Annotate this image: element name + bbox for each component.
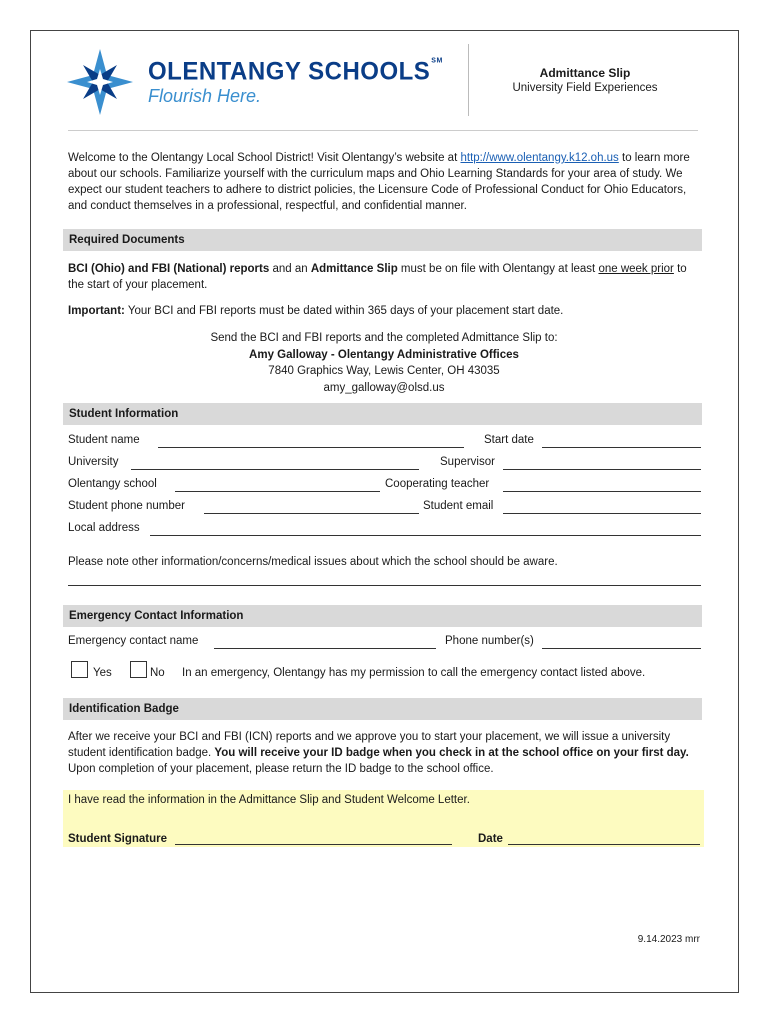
date-field[interactable] — [508, 844, 700, 845]
badge-paragraph: After we receive your BCI and FBI (ICN) reports and we approve you to start your placement, we will issue a university student identification badge. You will receive your ID badge when you check in at the school office on your first day. Upon completion of your placement, please return the ID badge to the school office. — [68, 731, 689, 775]
district-website-link[interactable]: http://www.olentangy.k12.oh.us — [460, 152, 619, 164]
student-name-label: Student name — [68, 434, 140, 446]
header-rule — [68, 130, 698, 131]
signature-label: Student Signature — [68, 833, 168, 845]
emergency-contact-heading: Emergency Contact Information — [63, 605, 702, 627]
permission-statement: In an emergency, Olentangy has my permission to call the emergency contact listed above. — [182, 667, 646, 679]
emergency-contact-name-field[interactable] — [214, 648, 436, 649]
start-date-label: Start date — [484, 434, 534, 446]
date-label: Date — [478, 833, 503, 845]
student-email-label: Student email — [423, 500, 494, 512]
logo-tagline: Flourish Here. — [148, 86, 262, 106]
acknowledgement-text: I have read the information in the Admittance Slip and Student Welcome Letter. — [68, 794, 470, 806]
identification-badge-heading: Identification Badge — [63, 698, 702, 720]
student-email-field[interactable] — [503, 513, 701, 514]
emergency-contact-name-label: Emergency contact name — [68, 635, 199, 647]
intro-paragraph: Welcome to the Olentangy Local School District! Visit Olentangy’s website at http://www.olentangy.k12.oh.us to learn more about our schools. Familiarize yourself with the curriculum maps and Ohio Learning Standards for your area of study. We expect our student teachers to adhere to district policies, the Licensure Code of Professional Conduct for Ohio Educators, and conduct themselves in a professional, respectful, and confidential manner. — [68, 152, 690, 212]
medical-note-field[interactable] — [68, 585, 701, 586]
header-divider — [468, 44, 469, 116]
required-paragraph: BCI (Ohio) and FBI (National) reports and an Admittance Slip must be on file with Olentangy at least one week prior to the start of your placement. — [68, 263, 687, 291]
cooperating-teacher-label: Cooperating teacher — [385, 478, 490, 490]
yes-label: Yes — [93, 667, 112, 679]
send-instructions: Send the BCI and FBI reports and the completed Admittance Slip to: Amy Galloway - Olentangy Administrative Offices 7840 Graphics Way, Lewis Center, OH 43035 amy_galloway@olsd.us — [210, 332, 558, 394]
student-phone-field[interactable] — [204, 513, 419, 514]
local-address-label: Local address — [68, 522, 140, 534]
page-subtitle: University Field Experiences — [512, 82, 658, 94]
student-information-heading: Student Information — [63, 403, 702, 425]
phone-numbers-label: Phone number(s) — [445, 635, 534, 647]
university-label: University — [68, 456, 119, 468]
signature-field[interactable] — [175, 844, 452, 845]
yes-checkbox[interactable] — [71, 661, 88, 678]
olentangy-school-label: Olentangy school — [68, 478, 157, 490]
student-name-field[interactable] — [158, 447, 464, 448]
version-footer: 9.14.2023 mrr — [637, 934, 700, 945]
olentangy-school-field[interactable] — [175, 491, 380, 492]
important-note: Important: Your BCI and FBI reports must be dated within 365 days of your placement start date. — [68, 305, 564, 317]
local-address-field[interactable] — [150, 535, 701, 536]
cooperating-teacher-field[interactable] — [503, 491, 701, 492]
no-checkbox[interactable] — [130, 661, 147, 678]
page-title: Admittance Slip — [539, 66, 631, 80]
no-label: No — [150, 667, 165, 679]
supervisor-field[interactable] — [503, 469, 701, 470]
start-date-field[interactable] — [542, 447, 701, 448]
required-documents-heading: Required Documents — [63, 229, 702, 251]
supervisor-label: Supervisor — [440, 456, 495, 468]
university-field[interactable] — [131, 469, 419, 470]
star-logo-icon — [66, 48, 134, 116]
student-phone-label: Student phone number — [68, 500, 186, 512]
phone-numbers-field[interactable] — [542, 648, 701, 649]
medical-note-label: Please note other information/concerns/medical issues about which the school should be aware. — [68, 556, 558, 568]
logo-name: OLENTANGY SCHOOLS℠ — [148, 57, 443, 86]
